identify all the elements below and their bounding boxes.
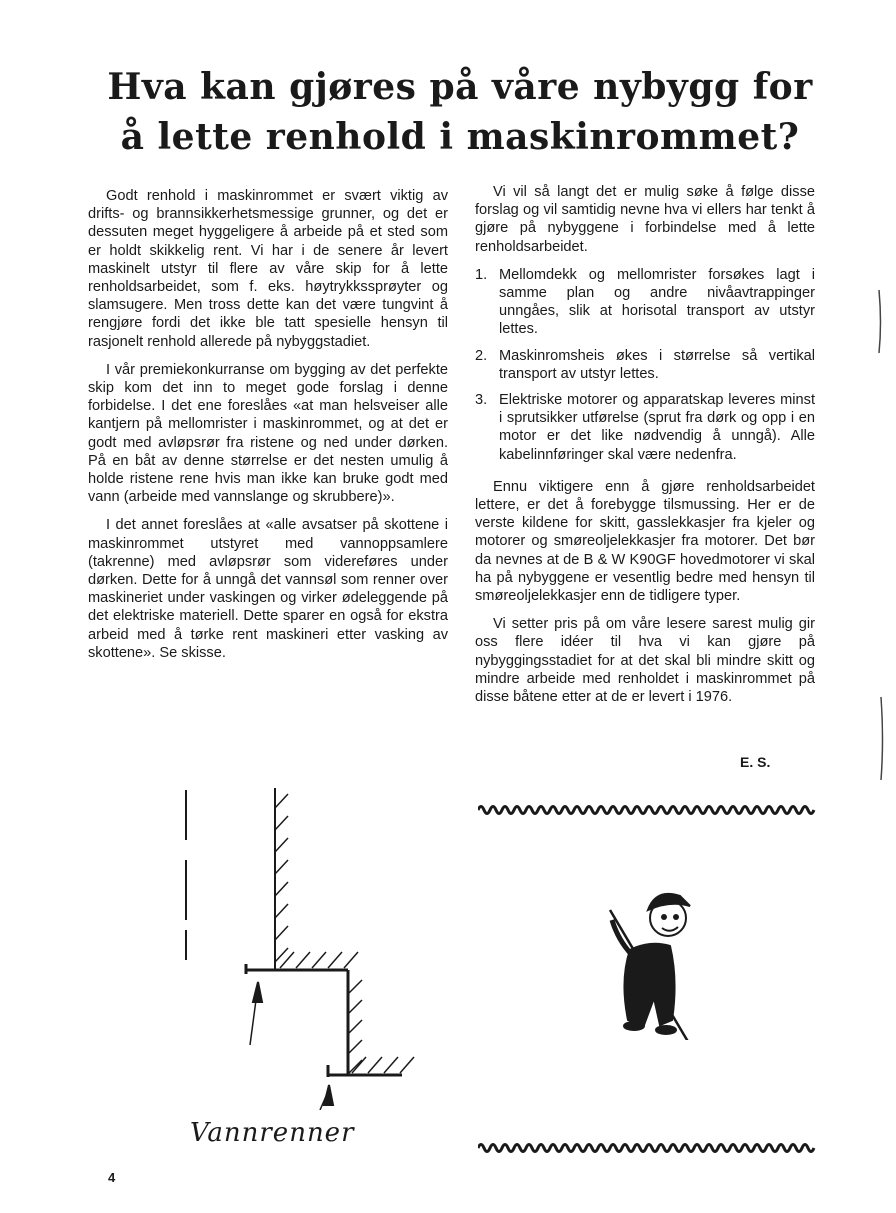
hatch-line xyxy=(384,1057,398,1073)
hatch-line xyxy=(368,1057,382,1073)
page-title xyxy=(60,62,860,162)
left-paragraph-3: I det annet foreslåes at «alle avsatser på skottene i maskinrommet utstyret med vannoppsamlere (takrenne) med avløpsrør som videreføres under dørken. Dette for å unngå det vannsøl som renner over maskineriet under vaskingen og virker ødeleggende på det elektriske materiell. Dette sparer en også for ekstra arbeid med å tørke rent maskineri etter vasking av skottene». Se skisse. xyxy=(88,517,448,661)
left-paragraph-2: I vår premiekonkurranse om bygging av det perfekte skip kom det inn to meget gode forslag i denne forbidelse. I det ene foreslåes «at man helsveiser alle kantjern på mellomrister i maskinrommet, og at det er godt med avløpsrør fra ristene og ned under dørken. På en båt av denne størrelse er det nesten umulig å holde ristene rene hvis man ikke kan bruke godt med vann (arbeide med vannslange og skrubbere)». xyxy=(88,361,448,506)
list-text: Mellomdekk og mellomrister forsøkes lagt i samme plan og andre nivåavtrappinger unngåes, slik at horisotal transport av utstyr lettes. xyxy=(499,266,815,338)
list-number: 1. xyxy=(475,266,488,283)
right-paragraph-1: Ennu viktigere enn å gjøre renholdsarbeidet lettere, er det å forebygge tilsmussing. Her er de verste kildene for skitt, gasslekkasjer fra kjeler og motorer og smøreoljelekkasjer fra motorer. Det bør da nevnes at de B & W K90GF hovedmotorer vi skal ha på nybyggene er vesentlig bedre med hensyn til smøreoljelekkasjer enn de tidligere typer. xyxy=(475,478,815,605)
right-paragraph-2: Vi setter pris på om våre lesere sarest mulig gir oss flere idéer til hva vi kan gjøre på nybyggingsstadiet for at det skal bli mindre skitt og mindre arbeide med renholdet i maskinrommet på disse båtene etter at de er levert i 1976. xyxy=(475,616,815,706)
wavy-divider-bottom xyxy=(478,1138,818,1158)
author-signature: E. S. xyxy=(740,754,771,770)
hatch-line xyxy=(352,1057,366,1073)
right-column xyxy=(475,183,815,716)
title-line-1: Hva kan gjøres på våre nybygg for xyxy=(107,66,813,108)
cleaning-man-icon xyxy=(600,880,720,1040)
hatch-line xyxy=(275,948,288,962)
proposal-list xyxy=(475,266,815,464)
hatch-line xyxy=(275,838,288,852)
hatch-line xyxy=(328,952,342,968)
hatch-line xyxy=(344,952,358,968)
list-item xyxy=(475,347,815,383)
hatch-line xyxy=(275,882,288,896)
hatch-line xyxy=(348,1040,362,1054)
scan-mark-icon xyxy=(874,288,884,358)
hatch-line xyxy=(348,1020,362,1034)
list-text: Maskinromsheis økes i størrelse så vertikal transport av utstyr lettes. xyxy=(499,347,815,382)
hatch-line xyxy=(348,1060,362,1074)
hatch-line xyxy=(312,952,326,968)
hatch-line xyxy=(296,952,310,968)
hatch-line xyxy=(348,1000,362,1014)
title-line-2: å lette renhold i maskinrommet? xyxy=(120,116,800,158)
left-column xyxy=(88,187,448,672)
gutter-sketch-icon xyxy=(170,780,430,1110)
list-text: Elektriske motorer og apparatskap leveres minst i sprutsikker utførelse (sprut fra dørk og opp i en motor er det like nødvendig å unngå). Alle kabelinnføringer skal være nedenfra. xyxy=(499,392,815,463)
hatch-line xyxy=(275,926,288,940)
list-number: 3. xyxy=(475,392,488,409)
sketch-caption: Vannrenner xyxy=(190,1118,355,1148)
list-item xyxy=(475,266,815,339)
hatch-line xyxy=(400,1057,414,1073)
hatch-line xyxy=(348,980,362,994)
wavy-divider-top xyxy=(478,800,818,820)
page-number: 4 xyxy=(108,1170,116,1185)
list-item xyxy=(475,391,815,464)
hatch-line xyxy=(275,816,288,830)
list-number: 2. xyxy=(475,347,488,364)
hatch-line xyxy=(275,904,288,918)
hatch-line xyxy=(275,860,288,874)
left-paragraph-1: Godt renhold i maskinrommet er svært viktig av drifts- og brannsikkerhetsmessige grunner, og det er dessuten meget hyggeligere å arbeide på et sted som er holdt skikkelig rent. Vi har i de senere år levert maskinelt utstyr til flere av våre skip for å lette renholdsarbeidet, som f. eks. høytrykkssprøyter og slamsugere. Men tross dette kan det være tungvint å rengjøre fordi det ikke ble tatt spesielle hensyn til rasjonelt renhold allerede på nybyggstadiet. xyxy=(88,188,448,350)
right-intro: Vi vil så langt det er mulig søke å følge disse forslag og vil samtidig nevne hva vi ellers har tenkt å gjøre på nybyggene i forbindelse med å lette renholdsarbeidet. xyxy=(475,184,815,255)
hatch-line xyxy=(275,794,288,808)
scan-mark-icon xyxy=(876,695,886,785)
